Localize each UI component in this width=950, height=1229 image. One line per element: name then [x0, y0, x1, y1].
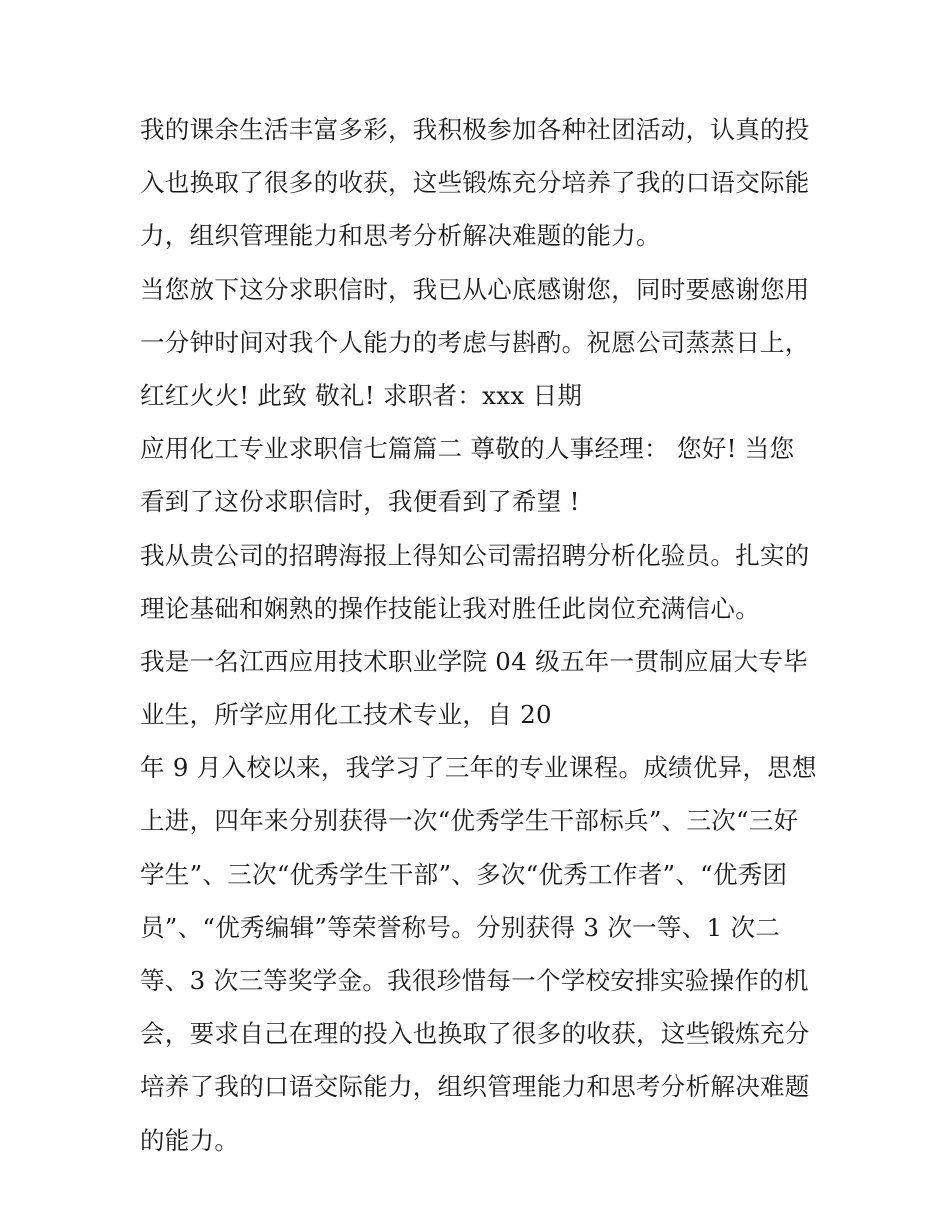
text-line: 会，要求自己在理的投入也换取了很多的收获，这些锻炼充分	[140, 1019, 810, 1049]
text-line: 红红火火! 此致 敬礼! 求职者：xxx 日期	[140, 380, 583, 410]
text-line: 我的课余生活丰富多彩，我积极参加各种社团活动，认真的投	[140, 115, 810, 144]
text-line: 培养了我的口语交际能力，组织管理能力和思考分析解决难题	[140, 1072, 810, 1102]
text-line: 当您放下这分求职信时，我已从心底感谢您，同时要感谢您用	[140, 274, 810, 304]
text-line: 力，组织管理能力和思考分析解决难题的能力。	[140, 221, 661, 251]
text-line: 员”、“优秀编辑”等荣誉称号。分别获得 3 次一等、1 次二	[140, 912, 781, 942]
text-line: 应用化工专业求职信七篇篇二 尊敬的人事经理： 您好! 当您	[140, 434, 795, 464]
text-line: 年 9 月入校以来，我学习了三年的专业课程。成绩优异，思想	[140, 753, 817, 783]
document-body	[140, 110, 815, 1174]
text-line: 学生”、三次“优秀学生干部”、多次“优秀工作者”、“优秀团	[140, 859, 788, 889]
text-line: 看到了这份求职信时，我便看到了希望 !	[140, 487, 580, 517]
text-line: 入也换取了很多的收获，这些锻炼充分培养了我的口语交际能	[140, 168, 810, 198]
text-line: 我从贵公司的招聘海报上得知公司需招聘分析化验员。扎实的	[140, 540, 810, 570]
text-line: 我是一名江西应用技术职业学院 04 级五年一贯制应届大专毕	[140, 646, 808, 676]
text-line: 一分钟时间对我个人能力的考虑与斟酌。祝愿公司蒸蒸日上，	[140, 327, 810, 357]
text-line: 理论基础和娴熟的操作技能让我对胜任此岗位充满信心。	[140, 593, 760, 623]
text-line: 等、3 次三等奖学金。我很珍惜每一个学校安排实验操作的机	[140, 966, 809, 995]
text-line: 的能力。	[140, 1125, 240, 1155]
text-line: 业生，所学应用化工技术专业，自 20	[140, 700, 552, 730]
text-line: 上进，四年来分别获得一次“优秀学生干部标兵”、三次“三好	[140, 806, 799, 836]
